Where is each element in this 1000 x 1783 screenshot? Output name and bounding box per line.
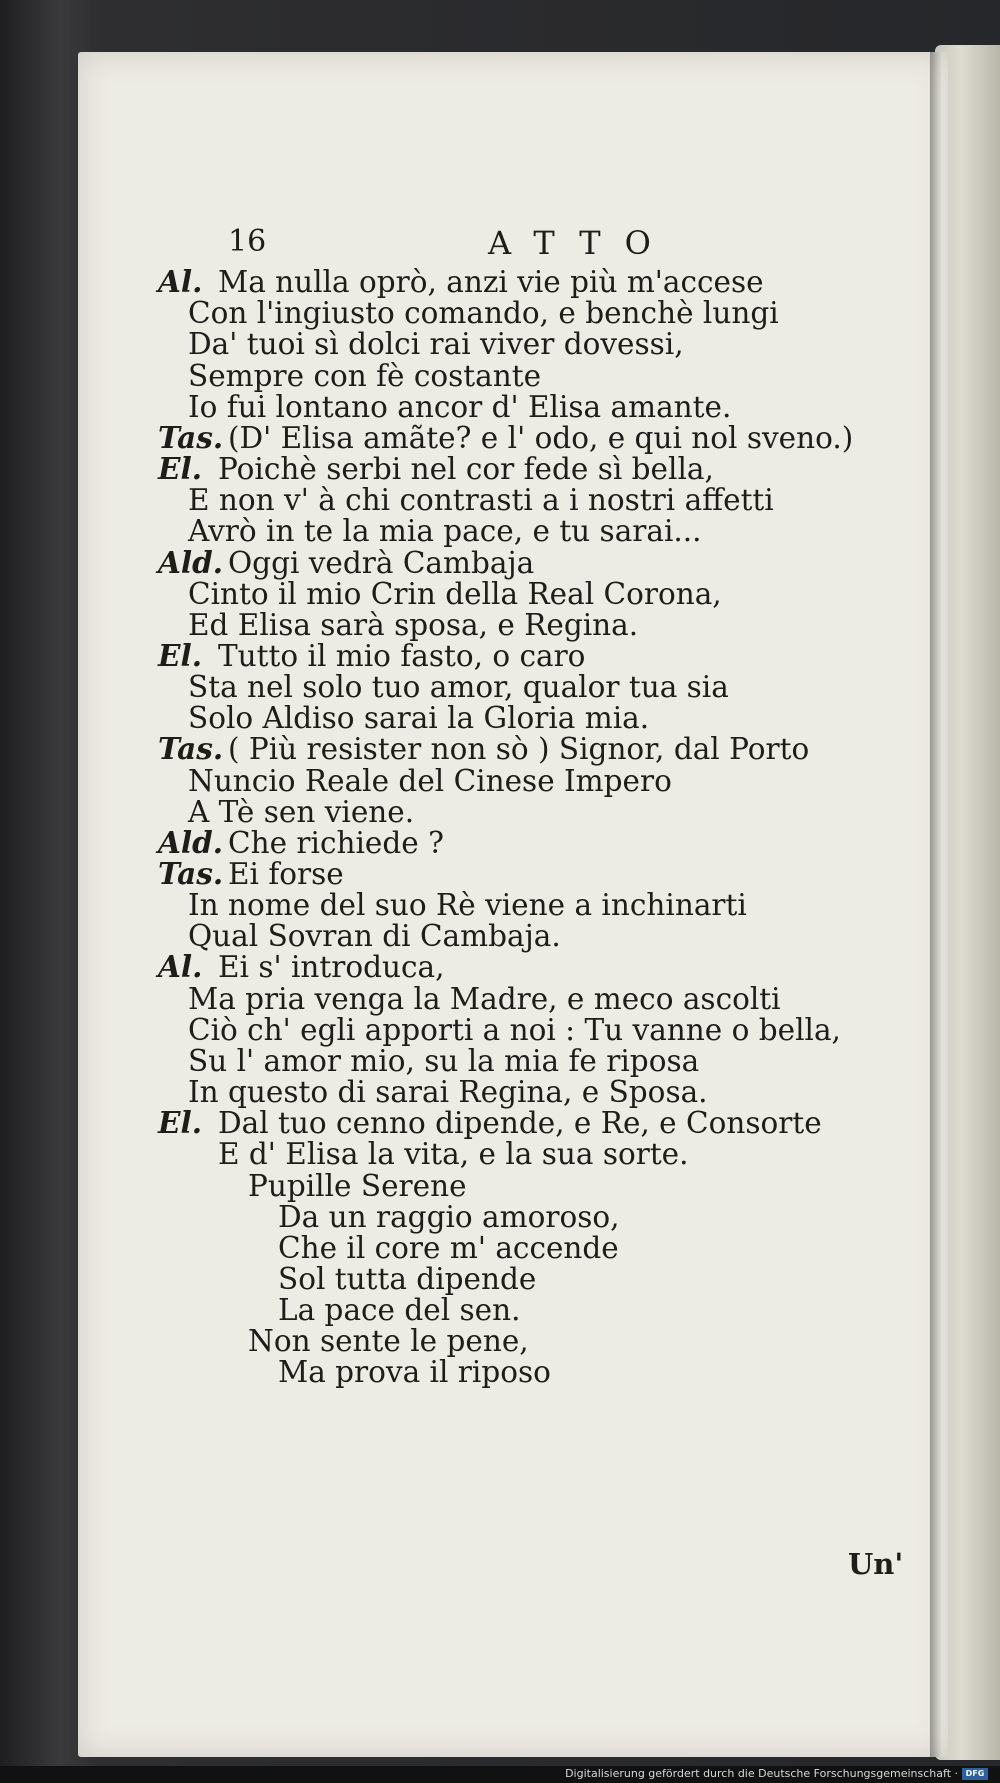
- dfg-logo: DFG: [962, 1768, 988, 1780]
- book-page: [78, 52, 948, 1757]
- line-text: Ma prova il riposo: [278, 1355, 551, 1390]
- line-text: ( Più resister non sò ) Signor, dal Porto: [228, 732, 810, 767]
- line-text: Solo Aldiso sarai la Gloria mia.: [188, 701, 650, 736]
- line-text: A Tè sen viene.: [188, 794, 415, 829]
- line-text: Pupille Serene: [248, 1168, 467, 1203]
- line-text: Su l' amor mio, su la mia fe riposa: [188, 1043, 700, 1078]
- speaker-label: El.: [158, 1105, 202, 1141]
- line-text: Sta nel solo tuo amor, qualor tua sia: [188, 670, 729, 705]
- line-text: Tutto il mio fasto, o caro: [218, 638, 586, 673]
- line-text: Ma pria venga la Madre, e meco ascolti: [188, 981, 781, 1016]
- footer-credit: Digitalisierung gefördert durch die Deutsche Forschungsgemeinschaft ·: [565, 1767, 958, 1780]
- speaker-label: Tas.: [158, 856, 224, 891]
- line-text: Sol tutta dipende: [278, 1261, 537, 1296]
- line-text: Ciò ch' egli apporti a noi : Tu vanne o bella,: [188, 1012, 841, 1047]
- line-text: Da' tuoi sì dolci rai viver dovessi,: [188, 327, 684, 362]
- line-text: Cinto il mio Crin della Real Corona,: [188, 576, 722, 611]
- line-text: Ei s' introduca,: [218, 950, 445, 985]
- line-text: Nuncio Reale del Cinese Impero: [188, 763, 672, 798]
- line-text: Qual Sovran di Cambaja.: [188, 919, 561, 954]
- page-content: [78, 52, 948, 1757]
- line-text: Poichè serbi nel cor fede sì bella,: [218, 452, 714, 487]
- line-text: Con l'ingiusto comando, e benchè lungi: [188, 296, 779, 331]
- line-text: Da un raggio amoroso,: [278, 1199, 620, 1234]
- line-text: E non v' à chi contrasti a i nostri affetti: [188, 483, 774, 518]
- speaker-label: Tas.: [158, 419, 224, 455]
- line-text: La pace del sen.: [278, 1293, 521, 1328]
- speaker-label: Tas.: [158, 731, 224, 767]
- running-head: ATTO: [488, 224, 675, 262]
- line-text: Che il core m' accende: [278, 1230, 619, 1265]
- speaker-label: Ald.: [158, 544, 223, 580]
- line-text: E d' Elisa la vita, e la sua sorte.: [218, 1137, 689, 1172]
- catchword: Un': [848, 1547, 904, 1581]
- line-text: Sempre con fè costante: [188, 358, 542, 393]
- page-gutter-shadow: [930, 52, 942, 1757]
- page-number: 16: [228, 224, 267, 259]
- page-header: [78, 224, 948, 264]
- line-text: In questo di sarai Regina, e Sposa.: [188, 1075, 708, 1110]
- line-text: In nome del suo Rè viene a inchinarti: [188, 888, 747, 923]
- line-text: Ei forse: [228, 857, 344, 891]
- line-text: Che richiede ?: [228, 825, 444, 860]
- line-text: (D' Elisa amãte? e l' odo, e qui nol sveno.): [228, 420, 854, 455]
- line-text: Non sente le pene,: [248, 1324, 529, 1359]
- speaker-label: Al.: [158, 264, 203, 300]
- line-text: Oggi vedrà Cambaja: [228, 545, 535, 580]
- line-text: Io fui lontano ancor d' Elisa amante.: [188, 389, 732, 424]
- line-text: Ma nulla oprò, anzi vie più m'accese: [218, 265, 764, 300]
- line-text: Ed Elisa sarà sposa, e Regina.: [188, 607, 639, 642]
- speaker-label: El.: [158, 451, 202, 487]
- speaker-label: Al.: [158, 949, 203, 985]
- speaker-label: Ald.: [158, 824, 223, 860]
- speaker-label: El.: [158, 637, 202, 673]
- line-text: Avrò in te la mia pace, e tu sarai...: [188, 514, 702, 549]
- line-text: Dal tuo cenno dipende, e Re, e Consorte: [218, 1106, 822, 1141]
